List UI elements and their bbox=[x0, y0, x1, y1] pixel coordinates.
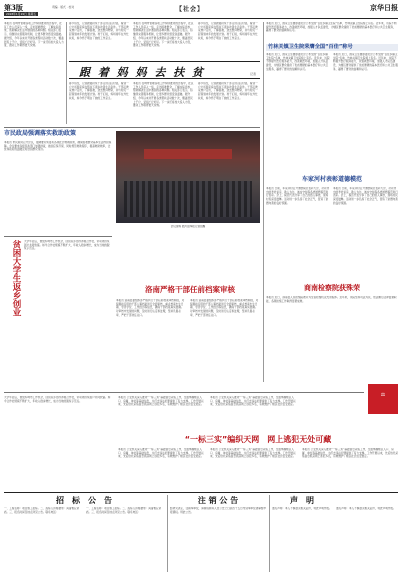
right-top-body: 本报讯 近日，国家卫生健康委员会公布全国“百佳乡镇卫生院”名单，竹林关镇卫生院榜上有名。近年来，该院不断提升医疗服务能力，改善就医环境，加强人才队伍建设，为辖区群众提供了优质便捷的基本医疗和公共卫生服务，赢得了群众的信赖和认可。 bbox=[266, 53, 330, 71]
cancel-ad bbox=[170, 495, 266, 572]
right-top-body-2: 本报讯 近日，国家卫生健康委员会公布全国“百佳乡镇卫生院”名单，竹林关镇卫生院榜上有名。近年来，该院不断提升医疗服务能力，改善就医环境，加强人才队伍建设，为辖区群众提供了优质便捷的基本医疗和公共卫生服务，赢得了群众的信赖和认可。 bbox=[333, 53, 398, 71]
masthead bbox=[4, 3, 398, 17]
statement-title: 声 明 bbox=[290, 495, 314, 505]
vertical-rule bbox=[4, 236, 112, 237]
statement-body: 遗失声明：本人不慎遗失相关证件，特此声明作废。 bbox=[272, 507, 332, 510]
prosecution-logo bbox=[368, 384, 398, 414]
feature-body-lower-3: 春节将至，记者跟随扶贫干部走进山区村落，看到一户户贫困家庭在帮扶下逐步改善生活条件。干部们挨家挨户走访，了解困难，送去慰问物资，并与村民一起谋划来年的发展计划。孩子们说，妈妈常年在外忙扶贫，如今终于明白了她的工作意义。 bbox=[198, 82, 258, 100]
masthead-rule bbox=[4, 18, 398, 19]
center-story-headline: 洛南严格干部任前档案审核 bbox=[145, 285, 235, 294]
right-mid-headline: 车家河村表彰道德模范 bbox=[301, 176, 362, 183]
bottom-left-body: 大学毕业后，他放弃城市工作机会，回到家乡创办养殖合作社，带动周边贫困户共同致富。如今合作社规模不断扩大，年收入稳步增长，成为当地的脱贫示范点。 bbox=[4, 396, 111, 403]
bottom-story-body-5: 本报讯 公安机关深入推进“一标三实”基础信息采集工作，全面掌握辖区人口、房屋、单位等基础信息，为打击违法犯罪提供了有力支撑。工作开展以来，先后依托采集信息抓获网上逃犯多名，有效维护了辖区社会治安稳定。 bbox=[302, 448, 398, 459]
vertical-body: 大学毕业后，他放弃城市工作机会，回到家乡创办养殖合作社，带动周边贫困户共同致富。如今合作社规模不断扩大，年收入稳步增长，成为当地的脱贫示范点。 bbox=[24, 240, 110, 251]
recruit-body-2: 一、工程名称：项目施工招标。二、投标人资格要求：具备相应资质。三、报名时间及地点详见公告。联系电话： bbox=[86, 507, 162, 514]
center-story-body-2: 本报讯 洛南县委组织部严格执行干部任前档案审核制度，对拟提拔任用的干部人事档案进行全面审核，重点核查出生日期、学历学位、工作经历等信息，确保干部档案真实准确。对审核中发现的问题，及时进行认定和处理，坚持凡提必审，严把干部选任关口。 bbox=[190, 299, 259, 317]
col-divider bbox=[66, 22, 67, 124]
logo-glyph-icon: ⚖ bbox=[380, 392, 386, 398]
right-lower-body: 本报讯 近日，商南县人民检察院被评为全省检察机关先进集体。近年来，该院坚持司法为民，依法履行法律监督职能，各项检察工作取得显著成效。 bbox=[266, 296, 397, 303]
recruit-ad bbox=[4, 495, 164, 572]
feature-body-3: 春节将至，记者跟随扶贫干部走进山区村落，看到一户户贫困家庭在帮扶下逐步改善生活条件。干部们挨家挨户走访，了解困难，送去慰问物资，并与村民一起谋划来年的发展计划。孩子们说，妈妈常年在外忙扶贫，如今终于明白了她的工作意义。 bbox=[198, 22, 258, 40]
section-title: 【社会】 bbox=[176, 6, 205, 13]
editor-line: 责编 · 版式 · 校对 bbox=[52, 5, 75, 9]
vertical-headline: 贫困大学生返乡创业 bbox=[11, 240, 21, 317]
conference-photo bbox=[116, 131, 260, 223]
right-top-headline: 竹林关镇卫生院荣膺全国“百佳”称号 bbox=[266, 44, 398, 51]
statement-body-2: 遗失声明：本人不慎遗失相关证件，特此声明作废。 bbox=[336, 507, 396, 510]
center-story-body: 本报讯 洛南县委组织部严格执行干部任前档案审核制度，对拟提拔任用的干部人事档案进行全面审核，重点核查出生日期、学历学位、工作经历等信息，确保干部档案真实准确。对审核中发现的问题，及时进行认定和处理，坚持凡提必审，严把干部选任关口。 bbox=[116, 299, 185, 317]
feature-body-lower-2: 本报讯 在城市管理各项工作持续推进的过程中，社区工作人员深入一线，走访困难群众，了解实际需求，帮助解决生活中遇到的各种问题。相关部门表示，将继续完善服务机制，让更多群众感受到温暖。据介绍，今年以来共开展各类帮扶活动数十次，覆盖居民上千户，受到广泛好评。下一步还将加大投入力度，推动工作取得更大实效。 bbox=[133, 82, 194, 108]
feature-body-lower: 春节将至，记者跟随扶贫干部走进山区村落，看到一户户贫困家庭在帮扶下逐步改善生活条件。干部们挨家挨户走访，了解困难，送去慰问物资，并与村民一起谋划来年的发展计划。孩子们说，妈妈常年在外忙扶贫，如今终于明白了她的工作意义。 bbox=[69, 82, 129, 100]
right-mid-body-2: 本报讯 日前，车家河村召开道德模范表彰大会，对评选出的孝老爱亲、助人为乐、诚实守信等各类道德模范进行表彰。会上，模范代表分享了自己的感人事迹，现场村民深受鼓舞。活动进一步弘扬了社会正气，营造了崇德向善的良好氛围。 bbox=[333, 187, 398, 205]
feature-banner bbox=[69, 61, 260, 79]
feature-banner-title: 跟 着 妈 妈 去 扶 贫 bbox=[79, 66, 205, 79]
ads-divider-1 bbox=[167, 495, 168, 572]
ads-divider-2 bbox=[269, 495, 270, 572]
bottom-story-headline: “一标三实”编织天网 网上逃犯无处可藏 bbox=[184, 435, 332, 444]
photo-audience bbox=[124, 181, 252, 217]
section-rule bbox=[4, 127, 260, 128]
feature-body: 春节将至，记者跟随扶贫干部走进山区村落，看到一户户贫困家庭在帮扶下逐步改善生活条件。干部们挨家挨户走访，了解困难，送去慰问物资，并与村民一起谋划来年的发展计划。孩子们说，妈妈常年在外忙扶贫，如今终于明白了她的工作意义。 bbox=[69, 22, 129, 40]
cancel-title: 注 销 公 告 bbox=[197, 495, 239, 505]
left-story-body: 本报讯 市民政局召开会议，强调要切实落实各项社会救助政策，确保困难群众基本生活得到保障。会议要求各级民政部门加强排查，做到应保尽保，同时规范救助程序，提高救助效率，让党和政府的温暖及时送到群众身边。 bbox=[4, 141, 112, 152]
photo-caption: 会议现场 图片由本报记者拍摄 bbox=[170, 225, 206, 228]
cancel-body: 经研究决定，注销本单位，请债权债务人自公告之日起四十五日内到本单位清算组申报债权。特此公告。 bbox=[170, 507, 266, 514]
recruit-body: 一、工程名称：项目施工招标。二、投标人资格要求：具备相应资质。三、报名时间及地点详见公告。联系电话： bbox=[4, 507, 80, 514]
feature-byline: 记者 bbox=[249, 72, 256, 76]
col1-body: 本报讯 在城市管理各项工作持续推进的过程中，社区工作人员深入一线，走访困难群众，了解实际需求，帮助解决生活中遇到的各种问题。相关部门表示，将继续完善服务机制，让更多群众感受到温暖。据介绍，今年以来共开展各类帮扶活动数十次，覆盖居民上千户，受到广泛好评。下一步还将加大投入力度，推动工作取得更大实效。 bbox=[4, 22, 64, 48]
bottom-section-rule bbox=[4, 392, 364, 393]
right-lower-headline: 商南检察院获殊荣 bbox=[304, 284, 360, 292]
photo-stage-banner bbox=[144, 149, 232, 159]
recruit-title: 招 标 公 告 bbox=[56, 495, 112, 505]
bottom-story-body-3: 本报讯 公安机关深入推进“一标三实”基础信息采集工作，全面掌握辖区人口、房屋、单位等基础信息，为打击违法犯罪提供了有力支撑。工作开展以来，先后依托采集信息抓获网上逃犯多名，有效维护了辖区社会治安稳定。 bbox=[118, 448, 204, 459]
feature-body-2: 本报讯 在城市管理各项工作持续推进的过程中，社区工作人员深入一线，走访困难群众，了解实际需求，帮助解决生活中遇到的各种问题。相关部门表示，将继续完善服务机制，让更多群众感受到温暖。据介绍，今年以来共开展各类帮扶活动数十次，覆盖居民上千户，受到广泛好评。下一步还将加大投入力度，推动工作取得更大实效。 bbox=[133, 22, 194, 48]
right-top-intro: 本报讯 近日，国家卫生健康委员会公布全国“百佳乡镇卫生院”名单，竹林关镇卫生院榜上有名。近年来，该院不断提升医疗服务能力，改善就医环境，加强人才队伍建设，为辖区群众提供了优质便捷的基本医疗和公共卫生服务，赢得了群众的信赖和认可。 bbox=[266, 22, 397, 33]
bottom-story-body-4: 本报讯 公安机关深入推进“一标三实”基础信息采集工作，全面掌握辖区人口、房屋、单位等基础信息，为打击违法犯罪提供了有力支撑。工作开展以来，先后依托采集信息抓获网上逃犯多名，有效维护了辖区社会治安稳定。 bbox=[210, 448, 296, 459]
ads-rule bbox=[4, 492, 398, 493]
paper-name: 京华日报 bbox=[370, 3, 398, 12]
page-label: 第3版 bbox=[4, 3, 23, 12]
left-story-headline: 市民政局强调落实救助政策 bbox=[4, 130, 77, 137]
statement-ad bbox=[272, 495, 398, 572]
right-col-divider bbox=[263, 22, 264, 382]
right-mid-body: 本报讯 日前，车家河村召开道德模范表彰大会，对评选出的孝老爱亲、助人为乐、诚实守信等各类道德模范进行表彰。会上，模范代表分享了自己的感人事迹，现场村民深受鼓舞。活动进一步弘扬了社会正气，营造了崇德向善的良好氛围。 bbox=[266, 187, 330, 205]
bottom-story-body-2: 本报讯 公安机关深入推进“一标三实”基础信息采集工作，全面掌握辖区人口、房屋、单位等基础信息，为打击违法犯罪提供了有力支撑。工作开展以来，先后依托采集信息抓获网上逃犯多名，有效维护了辖区社会治安稳定。 bbox=[210, 396, 296, 407]
date-line: 2018年1月19日 星期五 bbox=[6, 11, 37, 16]
bottom-story-body: 本报讯 公安机关深入推进“一标三实”基础信息采集工作，全面掌握辖区人口、房屋、单位等基础信息，为打击违法犯罪提供了有力支撑。工作开展以来，先后依托采集信息抓获网上逃犯多名，有效维护了辖区社会治安稳定。 bbox=[118, 396, 204, 407]
